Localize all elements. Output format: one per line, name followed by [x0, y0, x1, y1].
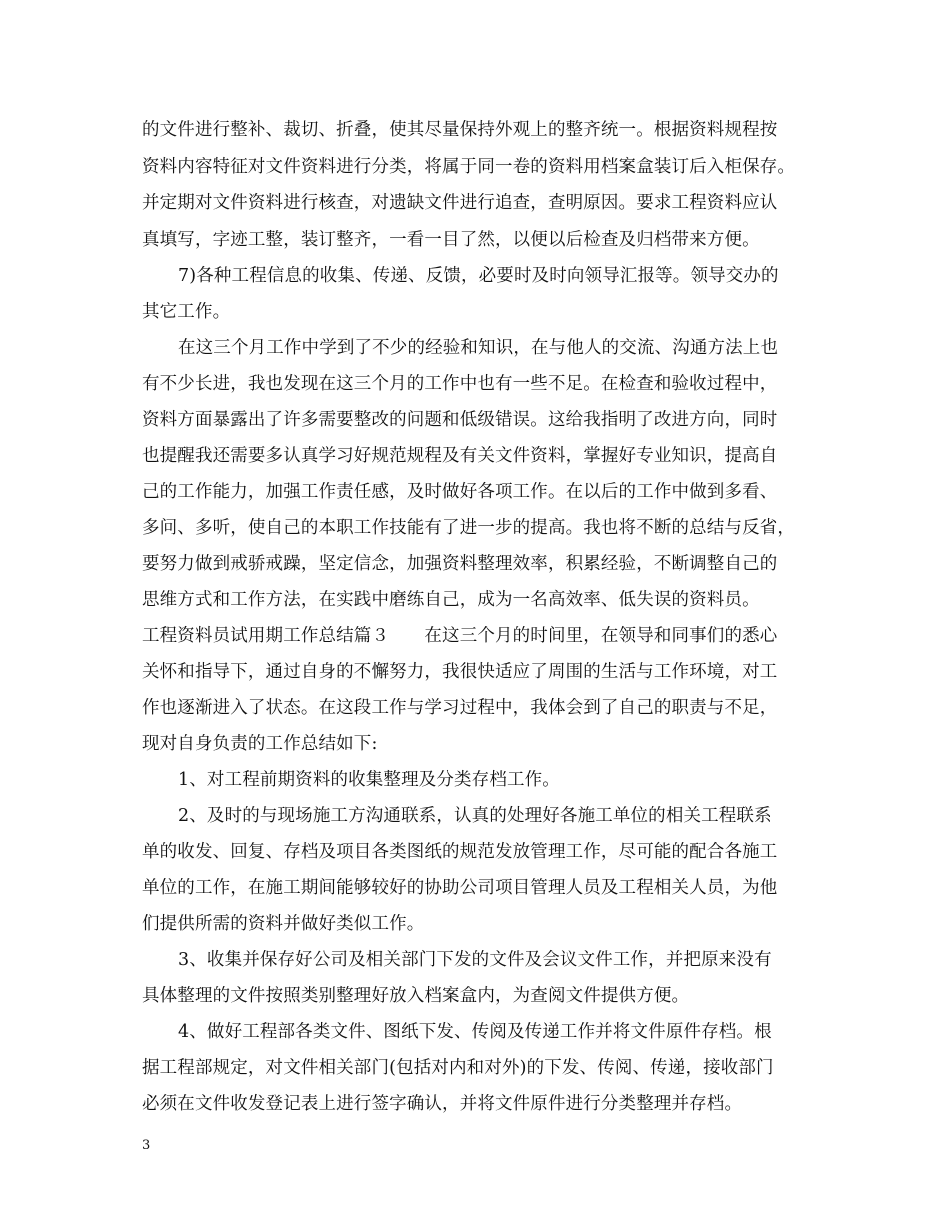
list-item: 4、做好工程部各类文件、图纸下发、传阅及传递工作并将文件原件存档。根 [178, 1022, 772, 1042]
text-line: 据工程部规定，对文件相关部门(包括对内和对外)的下发、传阅、传递，接收部门 [142, 1058, 774, 1078]
text-line: 要努力做到戒骄戒躁，坚定信念，加强资料整理效率，积累经验，不断调整自己的 [142, 554, 778, 574]
text-line: 思维方式和工作方法，在实践中磨练自己，成为一名高效率、低失误的资料员。 [142, 590, 760, 610]
section-heading-line: 工程资料员试用期工作总结篇３ 在这三个月的时间里，在领导和同事们的悉心 [142, 626, 778, 646]
page-number: 3 [142, 1138, 151, 1153]
text-line: 也提醒我还需要多认真学习好规范规程及有关文件资料，掌握好专业知识，提高自 [142, 446, 778, 466]
text-line: 资料方面暴露出了许多需要整改的问题和低级错误。这给我指明了改进方向，同时 [142, 410, 778, 430]
text-line: 必须在文件收发登记表上进行签字确认，并将文件原件进行分类整理并存档。 [142, 1094, 743, 1114]
list-item: 2、及时的与现场施工方沟通联系，认真的处理好各施工单位的相关工程联系 [178, 806, 772, 826]
text-line: 在这三个月工作中学到了不少的经验和知识，在与他人的交流、沟通方法上也 [178, 338, 779, 358]
text-line: 己的工作能力，加强工作责任感，及时做好各项工作。在以后的工作中做到多看、 [142, 482, 778, 502]
text-line: 并定期对文件资料进行核查，对遗缺文件进行追查，查明原因。要求工程资料应认 [142, 193, 778, 213]
text-line: 多问、多听，使自己的本职工作技能有了进一步的提高。我也将不断的总结与反省， [142, 518, 796, 538]
text-line: 作也逐渐进入了状态。在这段工作与学习过程中，我体会到了自己的职责与不足， [142, 698, 778, 718]
text-line: 具体整理的文件按照类别整理好放入档案盒内，为查阅文件提供方便。 [142, 986, 690, 1006]
list-item: 3、收集并保存好公司及相关部门下发的文件及会议文件工作，并把原来没有 [178, 950, 772, 970]
text-line: 7)各种工程信息的收集、传递、反馈，必要时及时向领导汇报等。领导交办的 [178, 266, 779, 286]
text-line: 们提供所需的资料并做好类似工作。 [142, 914, 425, 934]
text-line: 有不少长进，我也发现在这三个月的工作中也有一些不足。在检查和验收过程中， [142, 374, 778, 394]
text-line: 真填写，字迹工整，装订整齐，一看一目了然，以便以后检查及归档带来方便。 [142, 230, 760, 250]
text-line: 现对自身负责的工作总结如下: [142, 734, 378, 754]
text-line: 资料内容特征对文件资料进行分类，将属于同一卷的资料用档案盒装订后入柜保存。 [142, 157, 796, 177]
text-line: 其它工作。 [142, 302, 231, 322]
text-line: 单的收发、回复、存档及项目各类图纸的规范发放管理工作，尽可能的配合各施工 [142, 842, 778, 862]
text-line: 单位的工作，在施工期间能够较好的协助公司项目管理人员及工程相关人员，为他 [142, 878, 778, 898]
list-item: 1、对工程前期资料的收集整理及分类存档工作。 [178, 770, 560, 790]
text-line: 的文件进行整补、裁切、折叠，使其尽量保持外观上的整齐统一。根据资料规程按 [142, 120, 778, 140]
text-line: 关怀和指导下，通过自身的不懈努力，我很快适应了周围的生活与工作环境，对工 [142, 662, 778, 682]
